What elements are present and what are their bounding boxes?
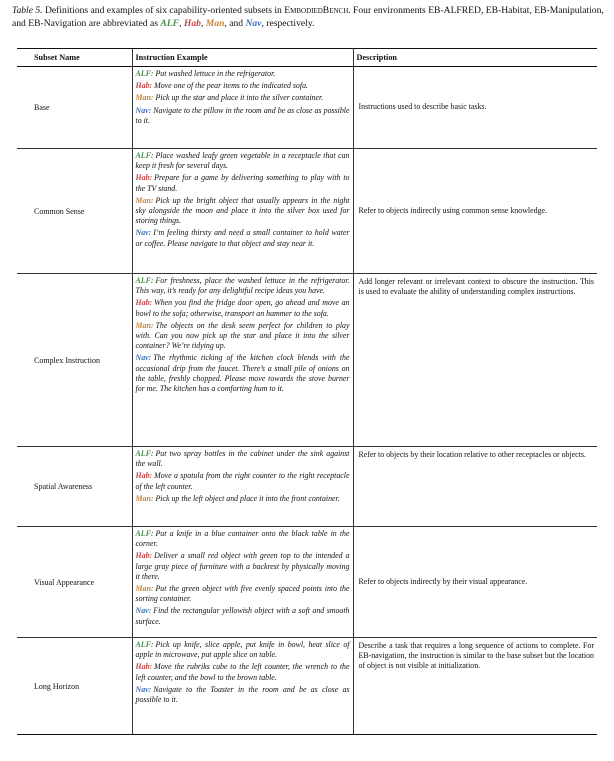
example-text: Put the green object with five evenly spaced points into the sorting container. bbox=[135, 584, 350, 604]
example-text: Put washed lettuce in the refrigerator. bbox=[155, 69, 276, 78]
instruction-examples bbox=[132, 447, 353, 527]
instruction-example bbox=[136, 69, 350, 79]
env-tag-alf: ALF: bbox=[135, 640, 154, 649]
instruction-example bbox=[136, 640, 350, 660]
caption-text-mid: . Four environments EB-ALFRED, EB-Habitat, EB-Manipulation, and EB-Navigation are abbreviated as bbox=[12, 5, 604, 29]
instruction-example bbox=[136, 228, 350, 248]
caption-sep: , bbox=[200, 18, 204, 29]
instruction-example bbox=[136, 321, 350, 352]
caption-abbr-nav: Nav bbox=[245, 18, 262, 29]
env-tag-alf: ALF: bbox=[135, 529, 154, 538]
instruction-examples bbox=[132, 274, 353, 447]
env-tag-nav: Nav: bbox=[135, 684, 152, 694]
header-instruction-example: Instruction Example bbox=[132, 49, 353, 67]
subset-name: Base bbox=[17, 67, 132, 149]
example-text: Put two spray bottles in the cabinet under the sink against the wall. bbox=[135, 449, 350, 469]
instruction-example bbox=[136, 662, 350, 682]
env-tag-alf: ALF: bbox=[135, 69, 154, 78]
example-text: For freshness, place the washed lettuce in the refrigerator. This way, it’s ready for any delightful recipe ideas you have. bbox=[135, 276, 350, 296]
table-body bbox=[17, 67, 597, 735]
instruction-example bbox=[136, 471, 350, 491]
instruction-examples bbox=[132, 149, 353, 274]
instruction-example bbox=[136, 606, 350, 626]
example-text: Navigate to the Toaster in the room and be as close as possible to it. bbox=[135, 684, 350, 705]
subset-name: Complex Instruction bbox=[17, 274, 132, 447]
table-row bbox=[17, 527, 597, 638]
env-tag-alf: ALF: bbox=[135, 151, 154, 160]
env-tag-hab: Hab: bbox=[135, 471, 153, 481]
env-tag-hab: Hab: bbox=[135, 81, 153, 91]
env-tag-man: Man: bbox=[135, 584, 154, 594]
subset-name: Spatial Awareness bbox=[17, 447, 132, 527]
subset-description: Refer to objects indirectly by their visual appearance. bbox=[353, 527, 597, 638]
header-description: Description bbox=[353, 49, 597, 67]
caption-abbr-alf: ALF bbox=[160, 18, 180, 29]
instruction-example bbox=[136, 196, 350, 227]
env-tag-man: Man: bbox=[135, 493, 154, 503]
instruction-example bbox=[136, 93, 350, 103]
instruction-example bbox=[136, 494, 350, 504]
subsets-table bbox=[17, 48, 597, 735]
env-tag-alf: ALF: bbox=[135, 449, 154, 458]
example-text: Find the rectangular yellowish object with a soft and smooth surface. bbox=[135, 606, 350, 626]
env-tag-hab: Hab: bbox=[135, 551, 153, 561]
env-tag-nav: Nav: bbox=[135, 353, 152, 363]
subset-description: Refer to objects by their location relative to other receptacles or objects. bbox=[353, 447, 597, 527]
env-tag-nav: Nav: bbox=[135, 105, 152, 115]
example-text: Pick up the bright object that usually appears in the night sky alongside the moon and place it into the silver box used for storing things. bbox=[135, 195, 350, 226]
env-tag-nav: Nav: bbox=[135, 228, 152, 238]
example-text: The objects on the desk seem perfect for children to play with. Can you now pick up the star and place it into the silver container? We’re tidying up. bbox=[135, 320, 350, 351]
instruction-example bbox=[136, 529, 350, 549]
subset-description: Instructions used to describe basic tasks. bbox=[353, 67, 597, 149]
env-tag-man: Man: bbox=[135, 93, 154, 103]
table-row bbox=[17, 67, 597, 149]
caption-sep: , and bbox=[224, 18, 244, 29]
subset-description: Describe a task that requires a long sequence of actions to complete. For EB-navigation, the instruction is similar to the base subset but the location of object is not visible at initialization. bbox=[353, 638, 597, 735]
instruction-examples bbox=[132, 67, 353, 149]
instruction-example bbox=[136, 551, 350, 582]
subset-name: Long Horizon bbox=[17, 638, 132, 735]
example-text: The rhythmic ticking of the kitchen clock blends with the occasional drip from the faucet. There’s a small pile of onions on the table, freshly chopped. Please move towards the stove burner for me. The kitchen has a comforting hum to it. bbox=[135, 353, 350, 394]
caption-text-pre: Definitions and examples of six capability-oriented subsets in bbox=[44, 5, 282, 16]
instruction-examples bbox=[132, 638, 353, 735]
header-subset-name: Subset Name bbox=[17, 49, 132, 67]
subset-name: Visual Appearance bbox=[17, 527, 132, 638]
instruction-example bbox=[136, 81, 350, 91]
caption-text-end: , respectively. bbox=[261, 18, 315, 29]
env-tag-hab: Hab: bbox=[135, 662, 153, 672]
caption-sep: , bbox=[179, 18, 182, 29]
instruction-example bbox=[136, 151, 350, 171]
example-text: Move a spatula from the right counter to the right receptacle of the left counter. bbox=[135, 471, 350, 491]
table-row bbox=[17, 149, 597, 274]
caption-abbr-hab: Hab bbox=[183, 18, 201, 29]
env-tag-man: Man: bbox=[135, 195, 154, 205]
table-row bbox=[17, 274, 597, 447]
example-text: Pick up knife, slice apple, put knife in bowl, heat slice of apple in microwave, put apple slice on table. bbox=[135, 640, 350, 660]
caption-benchmark: EmbodiedBench bbox=[284, 5, 349, 16]
instruction-example bbox=[136, 353, 350, 394]
example-text: Put a knife in a blue container onto the black table in the corner. bbox=[135, 529, 350, 549]
example-text: Pick up the left object and place it into the front container. bbox=[155, 493, 340, 503]
caption-label: Table 5. bbox=[12, 5, 43, 16]
example-text: Move one of the pear items to the indicated sofa. bbox=[154, 81, 308, 91]
example-text: Pick up the star and place it into the silver container. bbox=[155, 93, 324, 103]
env-tag-alf: ALF: bbox=[135, 276, 154, 285]
env-tag-man: Man: bbox=[135, 320, 154, 330]
header-row bbox=[17, 49, 597, 67]
instruction-example bbox=[136, 298, 350, 318]
example-text: Place washed leafy green vegetable in a receptacle that can keep it fresh for several days. bbox=[135, 151, 350, 171]
example-text: Move the rubriks cube to the left counter, the wrench to the left counter, and the bowl to the brown table. bbox=[135, 662, 350, 682]
env-tag-hab: Hab: bbox=[135, 298, 153, 308]
example-text: When you find the fridge door open, go ahead and move an bowl to the sofa; otherwise, transport an hammer to the sofa. bbox=[135, 298, 350, 318]
instruction-example bbox=[136, 276, 350, 296]
subset-description: Refer to objects indirectly using common sense knowledge. bbox=[353, 149, 597, 274]
caption-abbr-man: Man bbox=[205, 18, 225, 29]
env-tag-hab: Hab: bbox=[135, 173, 153, 183]
subset-name: Common Sense bbox=[17, 149, 132, 274]
instruction-example bbox=[136, 106, 350, 126]
example-text: Prepare for a game by delivering something to play with to the TV stand. bbox=[135, 173, 350, 193]
table-row bbox=[17, 447, 597, 527]
table-caption bbox=[12, 4, 604, 30]
instruction-example bbox=[136, 584, 350, 604]
example-text: I’m feeling thirsty and need a small container to hold water or coffee. Please navigate to that object and stay near it. bbox=[135, 228, 350, 248]
instruction-example bbox=[136, 173, 350, 193]
subset-description: Add longer relevant or irrelevant context to obscure the instruction. This is used to evaluate the ability of understanding complex instructions. bbox=[353, 274, 597, 447]
instruction-example bbox=[136, 685, 350, 705]
instruction-example bbox=[136, 449, 350, 469]
instruction-examples bbox=[132, 527, 353, 638]
example-text: Deliver a small red object with green top to the intended a large gray piece of furniture with a backrest by physically moving it there. bbox=[135, 551, 350, 581]
table-row bbox=[17, 638, 597, 735]
example-text: Navigate to the pillow in the room and be as close as possible to it. bbox=[135, 105, 350, 125]
env-tag-nav: Nav: bbox=[135, 606, 152, 616]
